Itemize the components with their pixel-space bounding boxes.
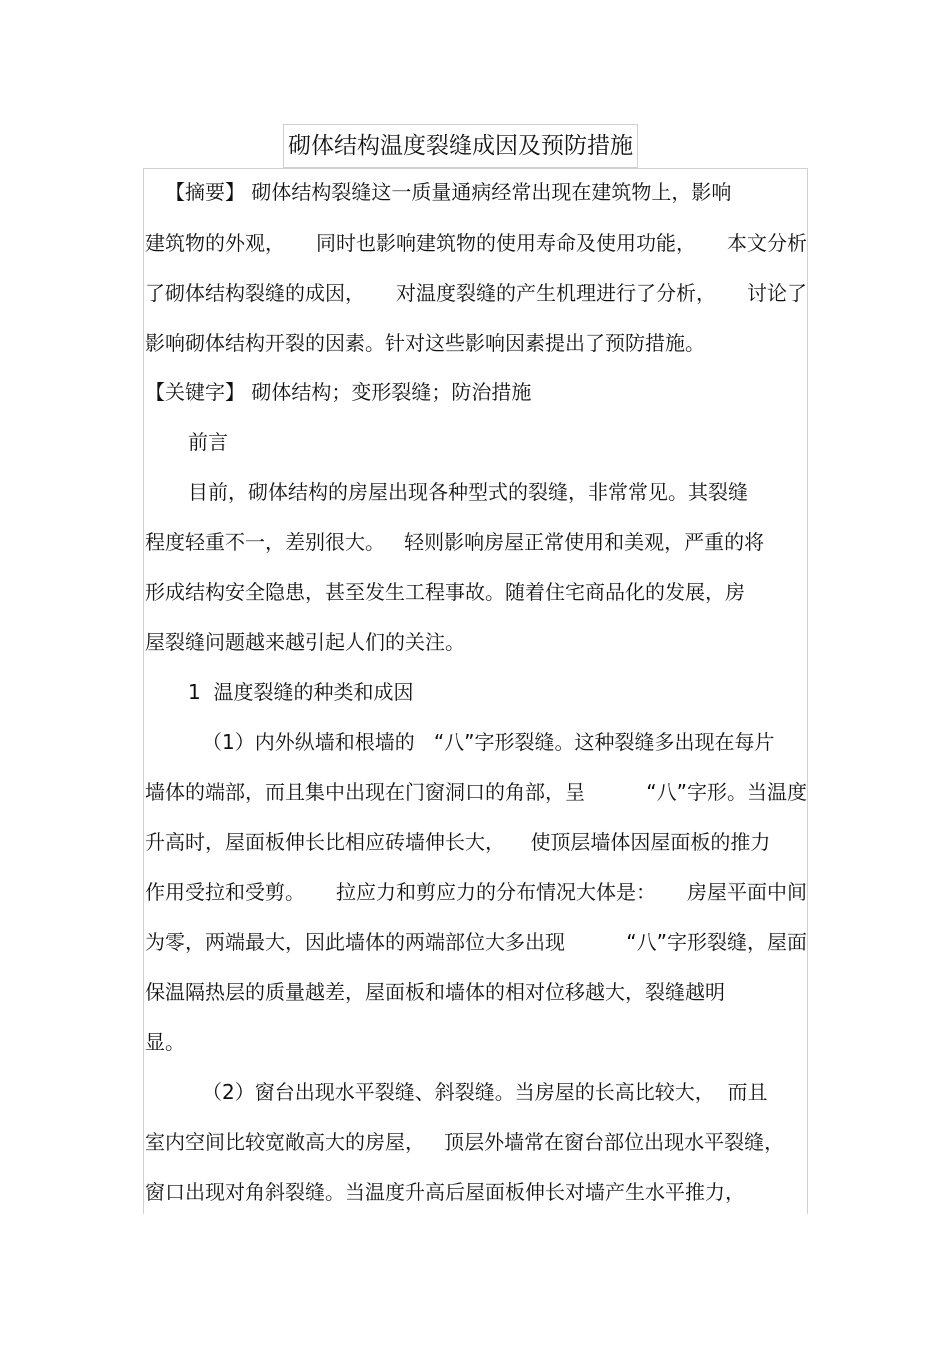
abstract-line-3	[145, 278, 807, 308]
abstract-text-3a: 了砌体结构裂缝的成因，	[145, 281, 365, 305]
item1-line-5	[145, 927, 807, 957]
item2-text-1a: （2）窗台出现水平裂缝、斜裂缝。当房屋的长高比较大，	[202, 1080, 715, 1104]
item1-text-1a: （1）内外纵墙和根墙的	[202, 730, 415, 754]
preface-heading: 前言	[188, 430, 228, 454]
item1-line-7: 显。	[145, 1030, 185, 1054]
item2-line-2	[145, 1127, 807, 1157]
item1-line-1	[202, 727, 807, 757]
item1-text-5b: “八”字形裂缝，屋面	[626, 930, 807, 954]
keywords-label: 【关键字】	[145, 380, 245, 404]
section-1-heading	[188, 677, 807, 707]
item1-text-4b: 拉应力和剪应力的分布情况大体是：	[336, 880, 656, 904]
item2-line-3: 窗口出现对角斜裂缝。当温度升高后屋面板伸长对墙产生水平推力，	[145, 1180, 745, 1204]
item1-text-2a: 墙体的端部，而且集中出现在门窗洞口的角部，呈	[145, 780, 585, 804]
item1-line-2	[145, 777, 807, 807]
abstract-text-2a: 建筑物的外观，	[145, 231, 285, 255]
preface-text-2a: 程度轻重不一，差别很大。	[145, 530, 385, 554]
abstract-line-1	[165, 177, 807, 207]
preface-line-4: 屋裂缝问题越来越引起人们的关注。	[145, 630, 465, 654]
abstract-line-2	[145, 228, 807, 258]
item2-line-1	[202, 1077, 807, 1107]
section-1-title: 温度裂缝的种类和成因	[213, 680, 414, 704]
abstract-text-2b: 同时也影响建筑物的使用寿命及使用功能，	[316, 231, 696, 255]
abstract-label: 【摘要】	[165, 180, 245, 204]
preface-line-1: 目前，砌体结构的房屋出现各种型式的裂缝，非常常见。其裂缝	[188, 480, 748, 504]
item1-text-4a: 作用受拉和受剪。	[145, 880, 305, 904]
abstract-text-2c: 本文分析	[727, 231, 807, 255]
item2-text-2b: 顶层外墙常在窗台部位出现水平裂缝，	[444, 1130, 785, 1154]
abstract-text-3b: 对温度裂缝的产生机理进行了分析，	[396, 281, 716, 305]
preface-line-2	[145, 527, 807, 557]
item2-text-1b: 而且	[727, 1080, 768, 1104]
abstract-text-3c: 讨论了	[747, 281, 807, 305]
item1-text-2b: “八”字形。当温度	[646, 780, 807, 804]
document-title: 砌体结构温度裂缝成因及预防措施	[288, 133, 633, 159]
item1-line-6: 保温隔热层的质量越差，屋面板和墙体的相对位移越大，裂缝越明	[145, 980, 725, 1004]
keywords-line	[145, 377, 807, 407]
item1-line-3	[145, 827, 807, 857]
item1-text-1b: “八”字形裂缝。这种裂缝多出现在每片	[433, 730, 775, 754]
section-1-number: 1	[188, 680, 201, 704]
item1-text-4c: 房屋平面中间	[687, 880, 807, 904]
abstract-line-4: 影响砌体结构开裂的因素。针对这些影响因素提出了预防措施。	[145, 331, 705, 355]
preface-text-2b: 轻则影响房屋正常使用和美观，严重的将	[404, 530, 765, 554]
item1-text-3b: 使顶层墙体因屋面板的推力	[530, 830, 771, 854]
keywords-text: 砌体结构；变形裂缝；防治措施	[251, 380, 532, 404]
item1-line-4	[145, 877, 807, 907]
preface-line-3: 形成结构安全隐患，甚至发生工程事故。随着住宅商品化的发展，房	[145, 580, 745, 604]
item1-text-5a: 为零，两端最大，因此墙体的两端部位大多出现	[145, 930, 565, 954]
item1-text-3a: 升高时，屋面板伸长比相应砖墙伸长大，	[145, 830, 505, 854]
item2-text-2a: 室内空间比较宽敞高大的房屋，	[145, 1130, 425, 1154]
abstract-text-1: 砌体结构裂缝这一质量通病经常出现在建筑物上，影响	[251, 180, 732, 204]
